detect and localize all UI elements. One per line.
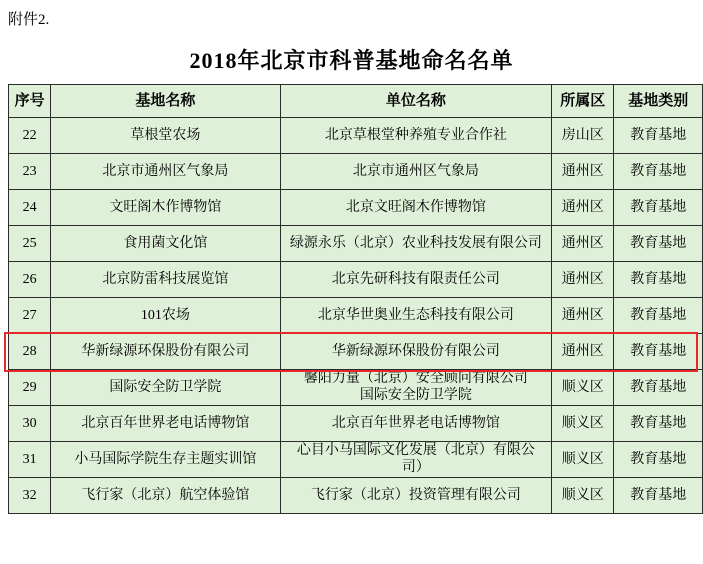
cell-unit-name bbox=[280, 442, 552, 478]
header-seq: 序号 bbox=[9, 85, 51, 118]
cell-unit-name: 北京先研科技有限责任公司 bbox=[280, 262, 552, 298]
cell-base-name: 文旺阁木作博物馆 bbox=[51, 190, 280, 226]
cell-base-type: 教育基地 bbox=[614, 406, 703, 442]
cell-unit-name: 北京百年世界老电话博物馆 bbox=[280, 406, 552, 442]
table-row bbox=[9, 442, 703, 478]
table-row bbox=[9, 406, 703, 442]
cell-base-type: 教育基地 bbox=[614, 226, 703, 262]
cell-seq: 30 bbox=[9, 406, 51, 442]
cell-base-type: 教育基地 bbox=[614, 442, 703, 478]
cell-base-type: 教育基地 bbox=[614, 118, 703, 154]
header-base-type: 基地类别 bbox=[614, 85, 703, 118]
cell-unit-name bbox=[280, 370, 552, 406]
page-title: 2018年北京市科普基地命名名单 bbox=[189, 48, 514, 73]
cell-district: 通州区 bbox=[552, 190, 614, 226]
cell-district: 顺义区 bbox=[552, 370, 614, 406]
cell-base-name: 北京市通州区气象局 bbox=[51, 154, 280, 190]
cell-unit-name: 北京华世奥业生态科技有限公司 bbox=[280, 298, 552, 334]
table-header-row bbox=[9, 85, 703, 118]
cell-base-name: 101农场 bbox=[51, 298, 280, 334]
cell-district: 通州区 bbox=[552, 334, 614, 370]
cell-unit-name: 飞行家（北京）投资管理有限公司 bbox=[280, 478, 552, 514]
cell-base-name: 小马国际学院生存主题实训馆 bbox=[51, 442, 280, 478]
cell-base-type: 教育基地 bbox=[614, 334, 703, 370]
table-row bbox=[9, 478, 703, 514]
table-row bbox=[9, 298, 703, 334]
cell-district: 通州区 bbox=[552, 226, 614, 262]
cell-seq: 29 bbox=[9, 370, 51, 406]
science-base-table bbox=[8, 84, 703, 514]
table-row bbox=[9, 154, 703, 190]
cell-base-name: 华新绿源环保股份有限公司 bbox=[51, 334, 280, 370]
table-body bbox=[9, 118, 703, 514]
cell-unit-name: 华新绿源环保股份有限公司 bbox=[280, 334, 552, 370]
cell-base-name: 国际安全防卫学院 bbox=[51, 370, 280, 406]
cell-seq: 27 bbox=[9, 298, 51, 334]
cell-unit-name: 北京草根堂种养殖专业合作社 bbox=[280, 118, 552, 154]
cell-unit-name: 北京市通州区气象局 bbox=[280, 154, 552, 190]
cell-district: 通州区 bbox=[552, 298, 614, 334]
cell-base-type: 教育基地 bbox=[614, 478, 703, 514]
cell-line: 心目小马国际文化发展（北京）有限公 bbox=[296, 442, 535, 458]
cell-base-type: 教育基地 bbox=[614, 370, 703, 406]
cell-seq: 32 bbox=[9, 478, 51, 514]
cell-base-name: 北京防雷科技展览馆 bbox=[51, 262, 280, 298]
cell-unit-name: 绿源永乐（北京）农业科技发展有限公司 bbox=[280, 226, 552, 262]
cell-line: 司） bbox=[401, 459, 430, 475]
cell-seq: 28 bbox=[9, 334, 51, 370]
cell-district: 房山区 bbox=[552, 118, 614, 154]
cell-base-name: 北京百年世界老电话博物馆 bbox=[51, 406, 280, 442]
header-district: 所属区 bbox=[552, 85, 614, 118]
cell-line: 国际安全防卫学院 bbox=[359, 387, 472, 403]
cell-base-name: 飞行家（北京）航空体验馆 bbox=[51, 478, 280, 514]
cell-seq: 25 bbox=[9, 226, 51, 262]
cell-base-type: 教育基地 bbox=[614, 154, 703, 190]
cell-district: 顺义区 bbox=[552, 478, 614, 514]
cell-line: 馨阳力量（北京）安全顾问有限公司 bbox=[303, 370, 528, 386]
header-base-name: 基地名称 bbox=[51, 85, 280, 118]
attachment-label: 附件2. bbox=[8, 12, 50, 28]
cell-district: 顺义区 bbox=[552, 442, 614, 478]
cell-base-name: 食用菌文化馆 bbox=[51, 226, 280, 262]
cell-district: 通州区 bbox=[552, 262, 614, 298]
table-row bbox=[9, 334, 703, 370]
header-unit-name: 单位名称 bbox=[280, 85, 552, 118]
cell-district: 顺义区 bbox=[552, 406, 614, 442]
cell-seq: 26 bbox=[9, 262, 51, 298]
table-row bbox=[9, 226, 703, 262]
table-row bbox=[9, 190, 703, 226]
cell-base-type: 教育基地 bbox=[614, 262, 703, 298]
cell-seq: 23 bbox=[9, 154, 51, 190]
cell-base-type: 教育基地 bbox=[614, 298, 703, 334]
table-header bbox=[9, 85, 703, 118]
cell-base-type: 教育基地 bbox=[614, 190, 703, 226]
cell-unit-name: 北京文旺阁木作博物馆 bbox=[280, 190, 552, 226]
table-container bbox=[8, 84, 703, 514]
cell-base-name: 草根堂农场 bbox=[51, 118, 280, 154]
table-row bbox=[9, 370, 703, 406]
cell-seq: 24 bbox=[9, 190, 51, 226]
table-row bbox=[9, 118, 703, 154]
cell-seq: 22 bbox=[9, 118, 51, 154]
cell-district: 通州区 bbox=[552, 154, 614, 190]
cell-seq: 31 bbox=[9, 442, 51, 478]
table-row bbox=[9, 262, 703, 298]
